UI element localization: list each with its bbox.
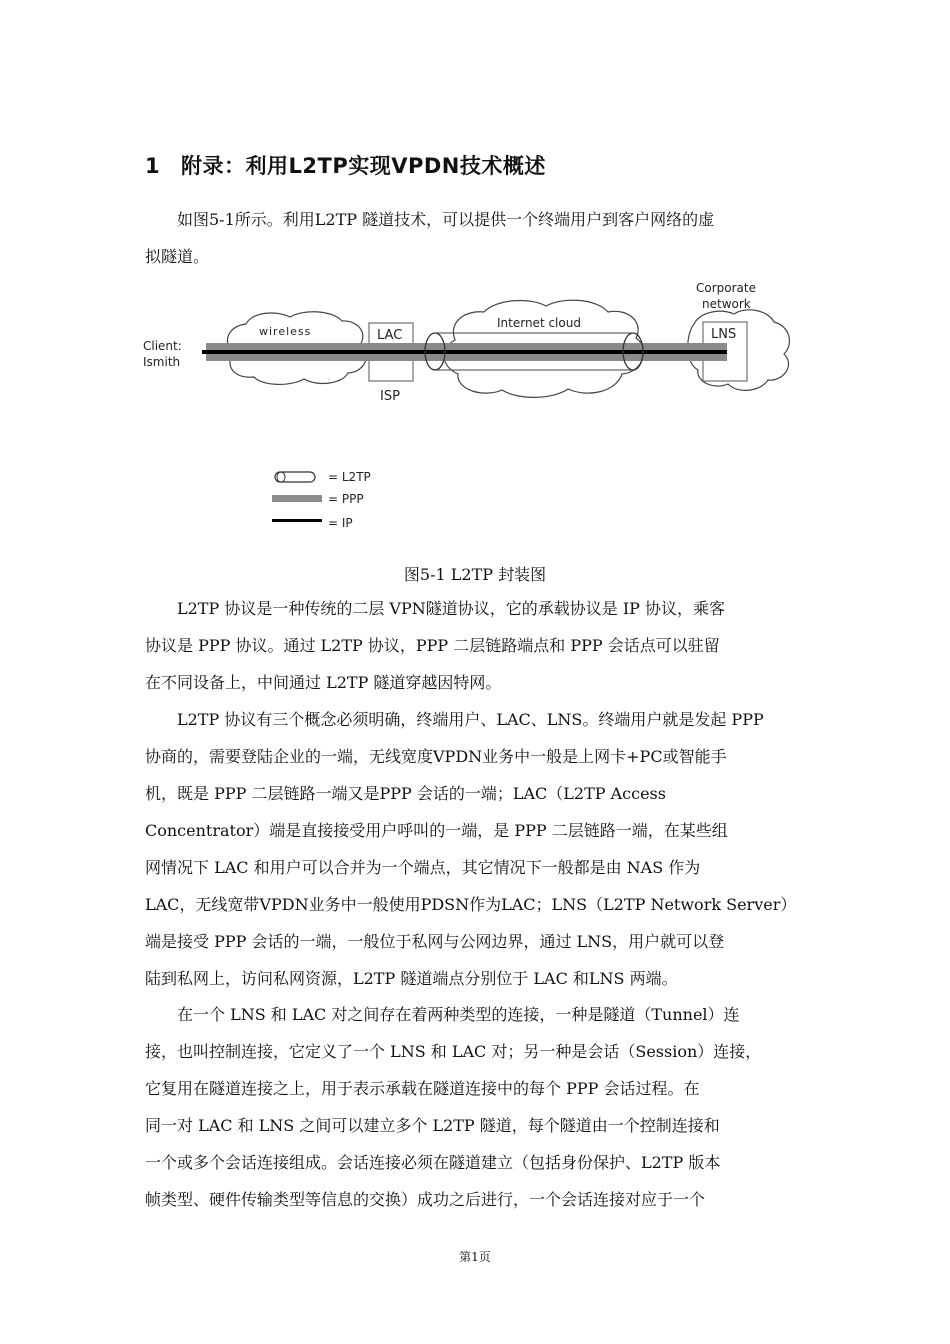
text-line: 拟隧道。 bbox=[145, 247, 210, 266]
paragraph-l2tp-protocol bbox=[145, 590, 807, 701]
ip-line bbox=[202, 350, 727, 354]
text-line: 网情况下 LAC 和用户可以合并为一个端点，其它情况下一般都是由 NAS 作为 bbox=[145, 858, 701, 877]
section-number: 1 bbox=[145, 154, 161, 178]
legend bbox=[272, 470, 371, 530]
legend-ppp-symbol bbox=[272, 495, 322, 502]
text-line: 如图5-1所示。利用L2TP 隧道技术，可以提供一个终端用户到客户网络的虚 bbox=[177, 210, 715, 229]
section-title: 附录：利用L2TP实现VPDN技术概述 bbox=[181, 154, 546, 178]
text-line: 机，既是 PPP 二层链路一端又是PPP 会话的一端；LAC（L2TP Access bbox=[145, 784, 666, 803]
text-line: 陆到私网上，访问私网资源，L2TP 隧道端点分别位于 LAC 和LNS 两端。 bbox=[145, 969, 678, 988]
paragraph-l2tp-concepts bbox=[145, 701, 807, 997]
internet-cloud-label: Internet cloud bbox=[497, 316, 581, 330]
text-line: 一个或多个会话连接组成。会话连接必须在隧道建立（包括身份保护、L2TP 版本 bbox=[145, 1153, 721, 1172]
page-number: 第1页 bbox=[459, 1250, 491, 1264]
legend-tunnel-symbol bbox=[275, 472, 315, 482]
text-line: 协商的，需要登陆企业的一端，无线宽度VPDN业务中一般是上网卡+PC或智能手 bbox=[145, 747, 727, 766]
isp-label: ISP bbox=[380, 389, 400, 404]
lns-label: LNS bbox=[711, 327, 737, 342]
text-line: 帧类型、硬件传输类型等信息的交换）成功之后进行，一个会话连接对应于一个 bbox=[145, 1190, 706, 1209]
text-line: 接，也叫控制连接，它定义了一个 LNS 和 LAC 对；另一种是会话（Session）连接， bbox=[145, 1042, 762, 1061]
client-label-line1: Client: bbox=[143, 339, 182, 353]
text-line: 在一个 LNS 和 LAC 对之间存在着两种类型的连接，一种是隧道（Tunnel）连 bbox=[177, 1005, 740, 1024]
text-line: Concentrator）端是直接接受用户呼叫的一端，是 PPP 二层链路一端，在某些组 bbox=[145, 821, 728, 840]
text-line: L2TP 协议有三个概念必须明确，终端用户、LAC、LNS。终端用户就是发起 PPP bbox=[177, 710, 764, 729]
corporate-label-line2: network bbox=[702, 297, 751, 311]
text-line: LAC，无线宽带VPDN业务中一般使用PDSN作为LAC；LNS（L2TP Network Server） bbox=[145, 895, 797, 914]
section-heading bbox=[145, 150, 546, 180]
l2tp-encapsulation-diagram bbox=[0, 270, 950, 545]
lac-label: LAC bbox=[377, 328, 403, 343]
text-line: 同一对 LAC 和 LNS 之间可以建立多个 L2TP 隧道，每个隧道由一个控制连接和 bbox=[145, 1116, 720, 1135]
figure-caption: 图5-1 L2TP 封装图 bbox=[403, 565, 547, 584]
text-line: 端是接受 PPP 会话的一端，一般位于私网与公网边界，通过 LNS，用户就可以登 bbox=[145, 932, 725, 951]
text-line: L2TP 协议是一种传统的二层 VPN隧道协议，它的承载协议是 IP 协议，乘客 bbox=[177, 599, 725, 618]
legend-ip-symbol bbox=[272, 519, 322, 522]
legend-l2tp-label: = L2TP bbox=[328, 470, 371, 484]
paragraph-connections bbox=[145, 996, 807, 1218]
wireless-label: wireless bbox=[259, 325, 312, 338]
text-line: 它复用在隧道连接之上，用于表示承载在隧道连接中的每个 PPP 会话过程。在 bbox=[145, 1079, 700, 1098]
client-label-line2: Ismith bbox=[143, 355, 181, 369]
intro-paragraph bbox=[145, 201, 807, 275]
legend-ip-label: = IP bbox=[328, 516, 353, 530]
text-line: 协议是 PPP 协议。通过 L2TP 协议，PPP 二层链路端点和 PPP 会话点可以驻留 bbox=[145, 636, 720, 655]
text-line: 在不同设备上，中间通过 L2TP 隧道穿越因特网。 bbox=[145, 673, 502, 692]
corporate-label-line1: Corporate bbox=[696, 281, 756, 295]
legend-ppp-label: = PPP bbox=[328, 492, 364, 506]
